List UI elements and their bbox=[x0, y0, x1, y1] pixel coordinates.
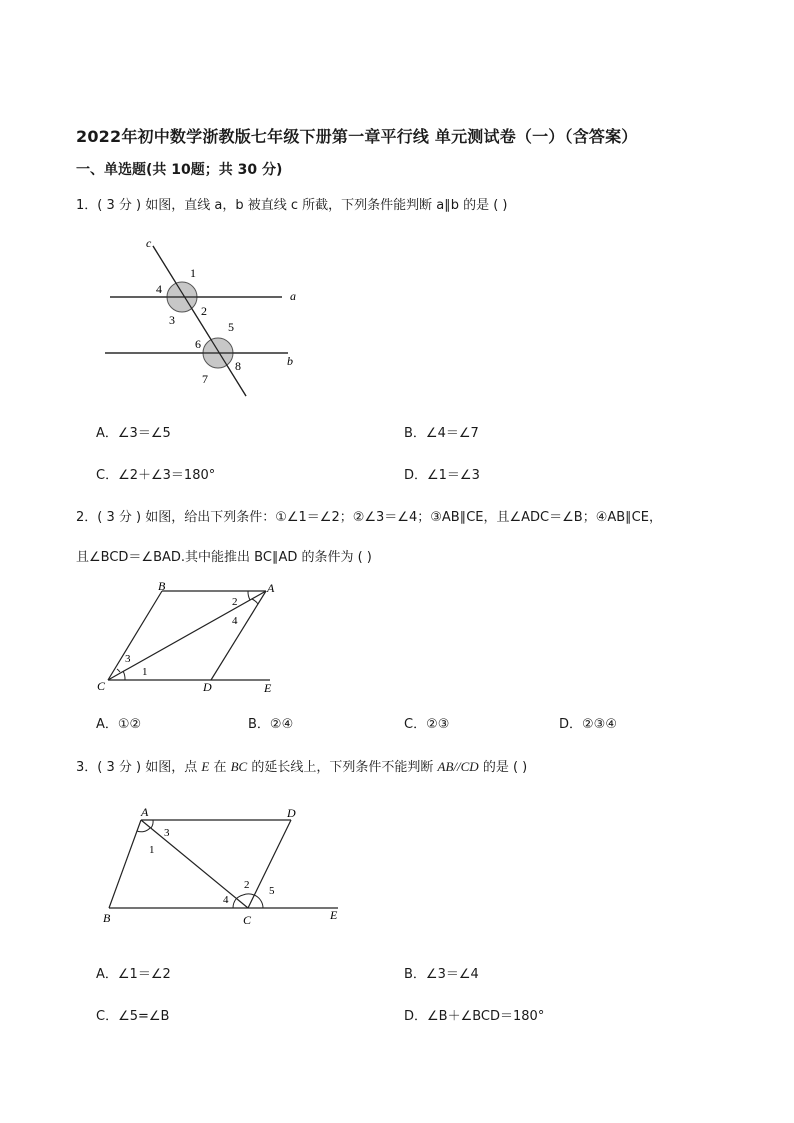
q3-stem-bc: BC bbox=[230, 759, 248, 774]
label-angle-8: 8 bbox=[235, 359, 241, 373]
label-angle-1: 1 bbox=[149, 844, 155, 856]
point-e: E bbox=[330, 908, 338, 922]
q1-option-b: B．∠4＝∠7 bbox=[404, 426, 479, 441]
label-angle-4: 4 bbox=[223, 894, 229, 906]
q3-stem-suffix: 的是 ( ) bbox=[482, 760, 528, 775]
q2-option-c: C．②③ bbox=[404, 717, 450, 732]
question-2-stem: 2．( 3 分 ) 如图，给出下列条件：①∠1＝∠2；②∠3＝∠4；③AB∥CE，且∠ADC＝∠B；④AB∥CE， bbox=[76, 510, 662, 525]
q3-stem-point-e: E bbox=[201, 759, 210, 774]
point-a: A bbox=[267, 581, 275, 595]
label-angle-1: 1 bbox=[142, 666, 148, 678]
q3-option-c: C．∠5=∠B bbox=[96, 1009, 170, 1024]
page-title: 2022年初中数学浙教版七年级下册第一章平行线 单元测试卷（一）（含答案） bbox=[76, 127, 638, 146]
point-b: B bbox=[103, 911, 111, 925]
label-angle-2: 2 bbox=[232, 596, 238, 608]
label-angle-5: 5 bbox=[228, 320, 234, 334]
label-angle-3: 3 bbox=[164, 827, 170, 839]
question-3-stem bbox=[76, 756, 527, 775]
label-angle-2: 2 bbox=[201, 304, 207, 318]
label-line-a: a bbox=[290, 289, 296, 303]
point-d: D bbox=[287, 806, 296, 820]
q1-option-d: D．∠1＝∠3 bbox=[404, 468, 480, 483]
q2-option-a: A．①② bbox=[96, 717, 142, 732]
label-angle-7: 7 bbox=[202, 372, 208, 386]
label-angle-3: 3 bbox=[169, 313, 175, 327]
label-angle-6: 6 bbox=[195, 337, 201, 351]
label-angle-5: 5 bbox=[269, 885, 275, 897]
label-angle-4: 4 bbox=[156, 282, 162, 296]
q3-stem-prefix: 3．( 3 分 ) 如图，点 bbox=[76, 760, 198, 775]
q2-option-d: D．②③④ bbox=[559, 717, 617, 732]
q3-stem-at: 在 bbox=[213, 760, 227, 775]
label-angle-1: 1 bbox=[190, 266, 196, 280]
point-d: D bbox=[203, 680, 212, 694]
point-e: E bbox=[264, 681, 272, 695]
question-2-stem-cont: 且∠BCD＝∠BAD.其中能推出 BC∥AD 的条件为 ( ) bbox=[76, 550, 372, 565]
q3-stem-abcd: AB//CD bbox=[437, 759, 479, 774]
label-line-c: c bbox=[146, 236, 152, 250]
section-heading: 一、单选题(共 10题；共 30 分) bbox=[76, 162, 283, 178]
point-a: A bbox=[141, 805, 149, 819]
label-angle-2: 2 bbox=[244, 879, 250, 891]
question-1-figure bbox=[100, 234, 320, 404]
question-1-stem: 1．( 3 分 ) 如图，直线 a，b 被直线 c 所截，下列条件能判断 a∥b 的是 ( ) bbox=[76, 198, 508, 213]
q1-option-c: C．∠2＋∠3＝180° bbox=[96, 468, 216, 483]
q3-stem-mid: 的延长线上，下列条件不能判断 bbox=[251, 760, 434, 775]
q3-option-a: A．∠1＝∠2 bbox=[96, 967, 171, 982]
question-3-figure bbox=[96, 798, 346, 936]
label-line-b: b bbox=[287, 354, 293, 368]
point-c: C bbox=[97, 679, 106, 693]
point-b: B bbox=[158, 579, 166, 593]
point-c: C bbox=[243, 913, 252, 927]
label-angle-3: 3 bbox=[125, 653, 131, 665]
q3-option-d: D．∠B＋∠BCD＝180° bbox=[404, 1009, 545, 1024]
q2-option-b: B．②④ bbox=[248, 717, 294, 732]
label-angle-4: 4 bbox=[232, 615, 238, 627]
q1-option-a: A．∠3＝∠5 bbox=[96, 426, 171, 441]
q3-option-b: B．∠3＝∠4 bbox=[404, 967, 479, 982]
question-2-figure bbox=[90, 576, 290, 700]
